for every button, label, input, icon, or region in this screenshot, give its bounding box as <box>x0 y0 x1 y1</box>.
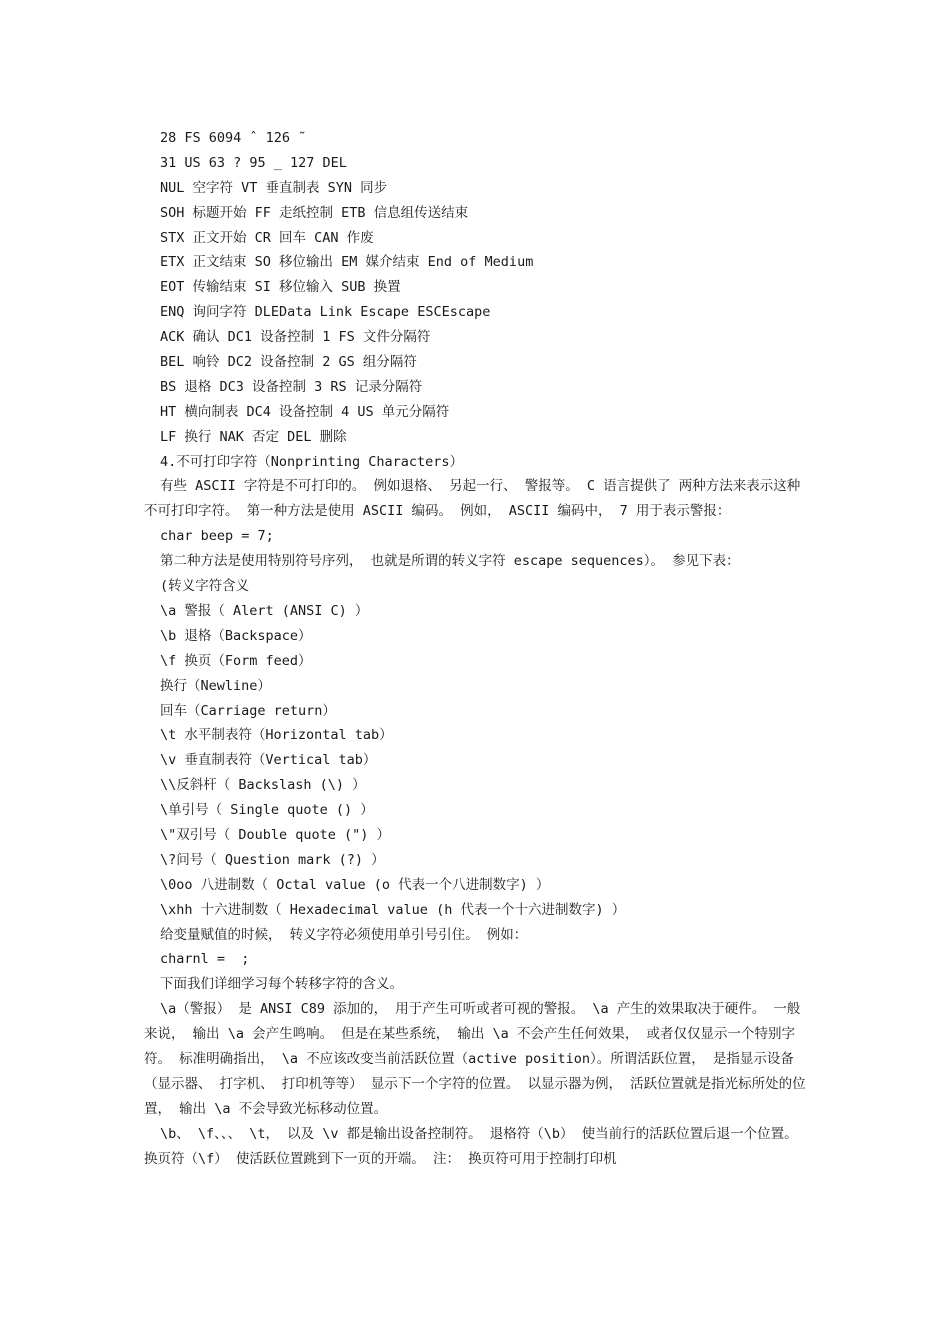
control-char-row-nul: NUL 空字符 VT 垂直制表 SYN 同步 <box>160 179 388 196</box>
control-char-row-eot: EOT 传输结束 SI 移位输入 SUB 换置 <box>160 279 401 296</box>
escape-row-alert: \a 警报（ Alert (ANSI C) ） <box>160 602 369 619</box>
escape-row-hex: \xhh 十六进制数（ Hexadecimal value (h 代表一个十六进制数字) ） <box>160 901 626 918</box>
assignment-note: 给变量赋值的时候， 转义字符必须使用单引号引住。 例如： <box>160 926 528 943</box>
control-char-row-bs: BS 退格 DC3 设备控制 3 RS 记录分隔符 <box>160 378 423 395</box>
escape-row-carriage-return: 回车（Carriage return） <box>160 702 336 719</box>
escape-row-formfeed: \f 换页（Form feed） <box>160 652 312 669</box>
control-char-row-enq: ENQ 询问字符 DLEData Link Escape ESCEscape <box>160 304 491 321</box>
escape-table-header: (转义字符含义 <box>160 578 250 595</box>
escape-row-octal: \0oo 八进制数（ Octal value (o 代表一个八进制数字) ） <box>160 876 550 893</box>
escape-row-horizontal-tab: \t 水平制表符（Horizontal tab） <box>160 727 393 744</box>
paragraph-alert: \a（警报） 是 ANSI C89 添加的， 用于产生可听或者可视的警报。 \a 产生的效果取决于硬件。 一般来说， 输出 \a 会产生鸣响。 但是在某些系统， 输出 \a 不会产生任何效果， 或者仅仅显示一个特别字符。 标准明确指出， \a 不应该改变当前活跃位置（active position）。所谓活跃位置， 是指显示设备（显示器、 打字机、 打印机等等） 显示下一个字符的位置。 以显示器为例， 活跃位置就是指光标所处的位置， 输出 \a 不会导致光标移动位置。 <box>144 1001 806 1117</box>
paragraph-device-control: \b、 \f、、、 \t， 以及 \v 都是输出设备控制符。 退格符（\b） 使当前行的活跃位置后退一个位置。 换页符（\f） 使活跃位置跳到下一页的开端。 注： 换页符可用于控制打印机 <box>144 1125 798 1167</box>
escape-row-vertical-tab: \v 垂直制表符（Vertical tab） <box>160 752 377 769</box>
escape-row-single-quote: \单引号（ Single quote () ） <box>160 802 374 819</box>
escape-row-backslash: \\反斜杆（ Backslash (\) ） <box>160 777 366 794</box>
page-content <box>144 126 812 1172</box>
control-char-row-stx: STX 正文开始 CR 回车 CAN 作废 <box>160 229 374 246</box>
ascii-row-28: 28 FS 6094 ˆ 126 ˜ <box>160 130 307 146</box>
control-char-row-soh: SOH 标题开始 FF 走纸控制 ETB 信息组传送结束 <box>160 204 469 221</box>
control-char-row-lf: LF 换行 NAK 否定 DEL 删除 <box>160 428 347 445</box>
escape-row-newline: 换行（Newline） <box>160 677 271 694</box>
code-line-charnl: charnl = ; <box>160 951 250 968</box>
control-char-row-ht: HT 横向制表 DC4 设备控制 4 US 单元分隔符 <box>160 403 450 420</box>
control-char-row-bel: BEL 响铃 DC2 设备控制 2 GS 组分隔符 <box>160 354 417 371</box>
escape-sequence-intro: 第二种方法是使用特别符号序列， 也就是所谓的转义字符 escape sequences）。 参见下表： <box>160 553 740 570</box>
detail-intro: 下面我们详细学习每个转移字符的含义。 <box>160 976 403 993</box>
control-char-row-etx: ETX 正文结束 SO 移位输出 EM 媒介结束 End of Medium <box>160 254 534 271</box>
section-heading: 4.不可打印字符（Nonprinting Characters） <box>160 453 464 470</box>
escape-row-backspace: \b 退格（Backspace） <box>160 627 312 644</box>
code-line-beep: char beep = 7; <box>160 528 274 545</box>
escape-row-double-quote: \"双引号（ Double quote (") ） <box>160 826 391 843</box>
escape-row-question-mark: \?问号（ Question mark (?) ） <box>160 851 385 868</box>
ascii-row-31: 31 US 63 ? 95 _ 127 DEL <box>160 154 347 171</box>
paragraph-nonprinting-intro: 有些 ASCII 字符是不可打印的。 例如退格、 另起一行、 警报等。 C 语言提供了 两种方法来表示这种不可打印字符。 第一种方法是使用 ASCII 编码。 例如， ASCII 编码中， 7 用于表示警报： <box>144 478 801 520</box>
control-char-row-ack: ACK 确认 DC1 设备控制 1 FS 文件分隔符 <box>160 329 431 346</box>
